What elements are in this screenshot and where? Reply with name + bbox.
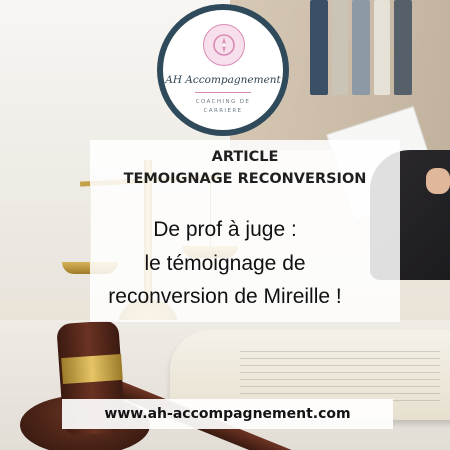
logo-divider xyxy=(195,92,251,93)
headline-line-3: reconversion de Mireille ! xyxy=(108,285,342,308)
headline-line-1: De prof à juge : xyxy=(153,218,297,241)
brand-tagline xyxy=(163,98,283,116)
brand-logo xyxy=(163,10,283,130)
brand-name: AH Accompagnement xyxy=(165,74,281,86)
compass-icon xyxy=(203,24,245,66)
article-kicker: ARTICLE xyxy=(211,149,279,165)
brand-tagline-line1: COACHING DE xyxy=(195,99,251,105)
headline-line-2: le témoignage de xyxy=(144,252,306,275)
background-hand xyxy=(426,168,450,194)
background-binders xyxy=(310,0,430,95)
article-category: TEMOIGNAGE RECONVERSION xyxy=(123,171,367,187)
website-link[interactable]: www.ah-accompagnement.com xyxy=(104,406,351,422)
brand-tagline-line2: CARRIERE xyxy=(203,108,243,114)
website-banner xyxy=(62,399,393,429)
